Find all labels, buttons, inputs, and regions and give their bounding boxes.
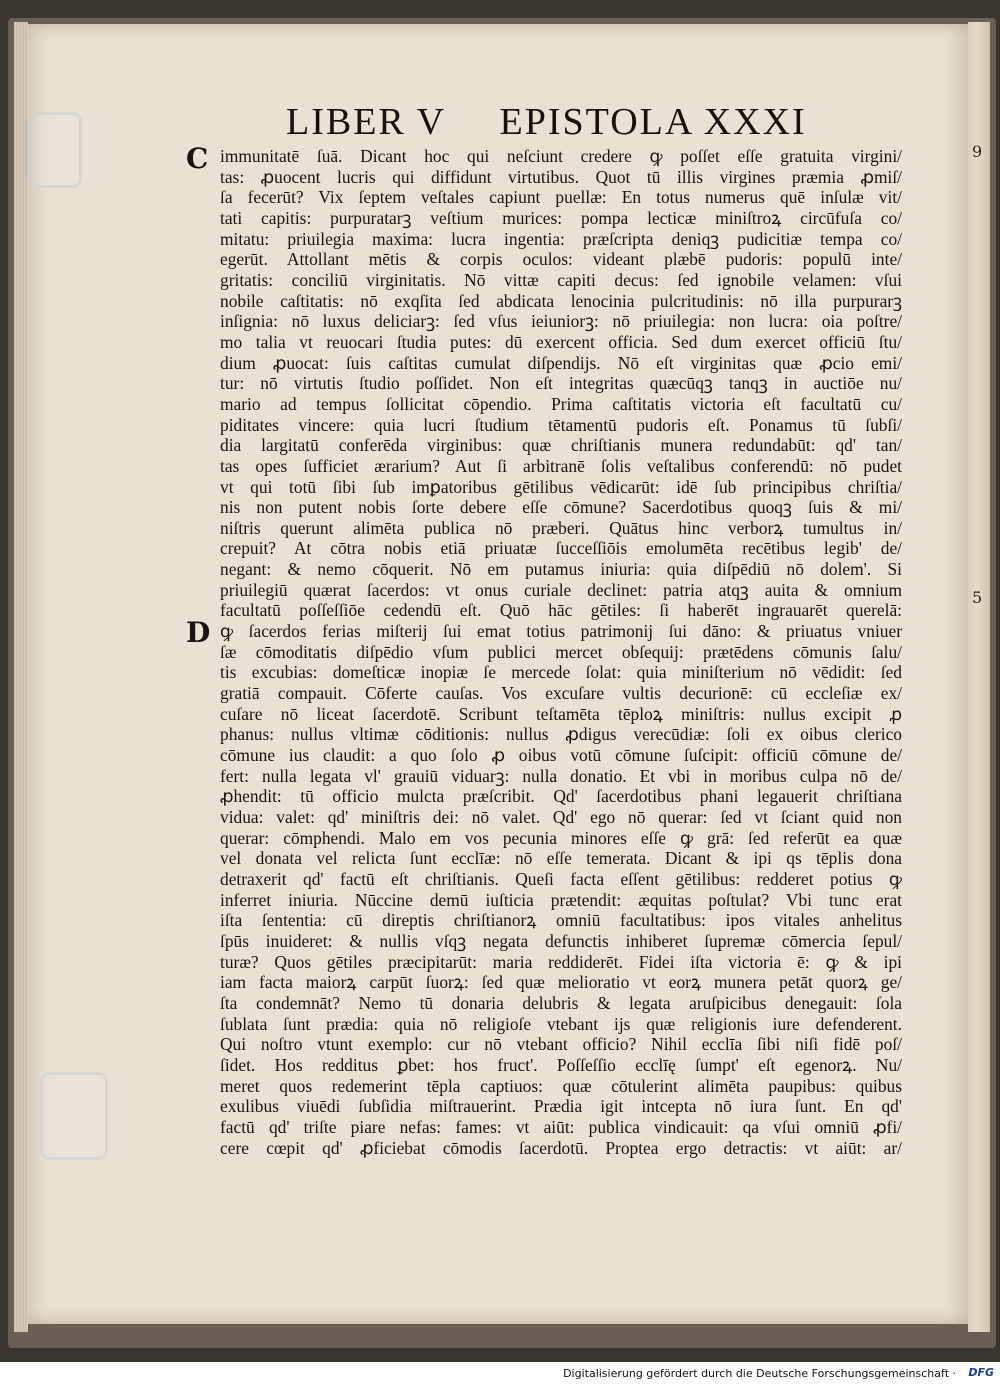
text-line: immunitatē ſuā. Dicant hoc qui neſciunt credere ꝙ poſſet eſſe gratuita virgini/ xyxy=(220,146,902,166)
text-line: mo talia vt reuocari ſtudia putes: dū exercent officia. Sed dum exercet officiū ſtu/ xyxy=(220,331,902,352)
text-line: ſæ cōmoditatis diſpēdio vſum publici mercet obſequij: prætēdens cōmunis ſalu/ xyxy=(220,641,902,662)
page-clip xyxy=(30,112,82,188)
text-line: mario ad tempus ſollicitat cōpendio. Prima caſtitatis victoria eſt facultatū cu/ xyxy=(220,393,902,414)
body-text xyxy=(220,146,902,1158)
text-line: crepuit? At cōtra nobis etiā priuatæ ſucceſſiōis emolumēta recētibus legib' de/ xyxy=(220,538,902,559)
text-line: meret quos redemerint tēpla captiuos: quæ cōtulerint alimēta paupibus: quibus xyxy=(220,1075,902,1096)
text-line: niſtris querunt alimēta publica nō præberi. Quātus hinc verborꝝ tumultus in/ xyxy=(220,517,902,538)
text-line: phanus: nullus vltimæ cōditionis: nullus ꝓdigus verecūdiæ: ſoli ex oibus clerico xyxy=(220,724,902,745)
text-line: vt qui totū ſibi ſub imꝑatoribus gētilibus vēdicarūt: idē ſub principibus chriſtia/ xyxy=(220,476,902,497)
text-line: ſublata ſunt prædia: quia nō religioſe vtebant ijs quæ religionis iure defenderent. xyxy=(220,1013,902,1034)
text-line: fert: nulla legata vl' grauiū viduarꝫ: nulla donatio. Et vbi in moribus culpa nō de/ xyxy=(220,765,902,786)
text-line: negant: & nemo cōquerit. Nō em putamus iniuria: quia diſpēdiū nō dolem'. Si xyxy=(220,559,902,580)
text-line: ſpūs inuideret: & nullis vſqꝫ negata defunctis inhiberet ſupremæ cōmercia ſepul/ xyxy=(220,930,902,951)
text-line: piditates vincere: quia lucri ſtudium tētamentū pudoris eſt. Ponamus tū ſubſi/ xyxy=(220,414,902,435)
text-line: exulibus viuēdi ſubſidia miſtrauerint. Prædia igit intcepta nō iura ſunt. En qd' xyxy=(220,1096,902,1117)
text-line: cuſare nō liceat ſacerdotē. Scribunt teſtamēta tēploꝝ miniſtris: nullus excipit ꝓ xyxy=(220,703,902,724)
text-line: dia largitatū conferēda virginibus: quæ chriſtianis munera redundabūt: qd' tan/ xyxy=(220,435,902,456)
text-line: vel donata vel relicta ſunt ecclīæ: nō eſſe temerata. Dicant & ipi qs tēplis dona xyxy=(220,848,902,869)
text-line: tas: ꝓuocent lucris qui diffidunt virtutibus. Quot tū illis virgines præmia ꝓmiſ/ xyxy=(220,166,902,187)
text-line: cōmune ius claudit: a quo ſolo ꝓ oibus votū cōmune ſuſcipit: officiū cōmune de/ xyxy=(220,745,902,766)
text-line: Qui noſtro vtunt exemplo: cur nō vtebant officio? Nihil ecclīa ſibi niſi fidē poſ/ xyxy=(220,1034,902,1055)
facing-page-edge xyxy=(968,22,990,1332)
text-line: ſidet. Hos redditus ꝑbet: hos fruct'. Poſſeſſio ecclīę ſumpt' eſt egenorꝝ. Nu/ xyxy=(220,1054,902,1075)
footer-bar xyxy=(0,1362,1000,1386)
text-line: egerūt. Attollant mētis & corpis oculos: videant plæbē pudoris: populū inte/ xyxy=(220,249,902,270)
text-line: tati capitis: purpuratarꝫ veſtium murices: pompa lecticæ miniſtroꝝ circūfuſa co/ xyxy=(220,207,902,228)
text-line: ꝙ ſacerdos ferias miſterij ſui emat totius patrimonij ſui dāno: & priuatus vniuer xyxy=(220,621,902,642)
page-clip xyxy=(40,1072,108,1160)
text-line: tur: nō virtutis ſtudio poſſidet. Non eſt integritas quæcūqꝫ tanqꝫ in auctiōe nu/ xyxy=(220,373,902,394)
text-line: detraxerit qd' factū eſt chriſtianis. Queſi facta eſſent gētilibus: redderet potius ꝙ xyxy=(220,868,902,889)
text-line: priuilegiū quærat ſacerdos: vt onus curiale declinet: patria atqꝫ auita & omnium xyxy=(220,579,902,600)
funding-credit: Digitalisierung gefördert durch die Deutsche Forschungsgemeinschaft · xyxy=(563,1367,956,1380)
text-line: gratiā compauit. Cōferte cauſas. Vos excuſare vultis decurionē: cū eccleſiæ ex/ xyxy=(220,683,902,704)
text-line: ſta condemnāt? Nemo tū donaria delubris & legata aruſpicibus denegauit: ſola xyxy=(220,992,902,1013)
text-line: nis non putent nobis ſorte debere eſſe cōmune? Sacerdotibus quoqꝫ ſuis & mi/ xyxy=(220,497,902,518)
text-line: tas opes ſufficiet ærarium? Aut ſi arbitranē ſolis veſtalibus conferendū: nō pudet xyxy=(220,455,902,476)
text-line: ꝓhendit: tū officio mulcta præſcribit. Qd' ſacerdotibus phani legauerit chriſtiana xyxy=(220,786,902,807)
page-stack-edge xyxy=(14,22,28,1332)
text-line: factū qd' triſte piare nefas: fames: vt aiūt: publica vindicauit: qa vſui omniū ꝓfi/ xyxy=(220,1116,902,1137)
text-line: gritatis: conciliū virginitatis. Nō vittæ capiti decus: ſed ignobile velamen: vſui xyxy=(220,269,902,290)
guide-letter: D xyxy=(186,616,211,649)
text-line: dium ꝓuocat: ſuis caſtitas cumulat diſpendijs. Nō eſt virginitas quæ ꝓcio emi/ xyxy=(220,352,902,373)
margin-mark: 9 xyxy=(972,142,983,161)
running-header xyxy=(240,100,860,144)
text-line: facultatū poſſeſſiōe cedendū eſt. Quō hāc gētiles: ſi haberēt ingrauarēt querelā: xyxy=(220,600,902,621)
guide-letter: C xyxy=(186,142,209,175)
header-liber: LIBER V xyxy=(286,101,447,143)
text-line: vidua: valet: qd' miniſtris dei: nō valet. Qd' ego nō querar: ſed vt ſciant quid non xyxy=(220,807,902,827)
text-line: tis excubias: domeſticæ inopiæ ſe mercede ſolat: quia miniſterium nō vēdidit: ſed xyxy=(220,662,902,683)
text-line: inſignia: nō luxus deliciarꝫ: ſed vſus ieiuniorꝫ: nō priuilegia: non lucra: oia poſtre/ xyxy=(220,311,902,332)
text-line: turæ? Quos gētiles præcipitarūt: maria reddiderēt. Fidei iſta victoria ē: ꝙ & ipi xyxy=(220,951,902,972)
text-line: cere cœpit qd' ꝓficiebat cōmodis ſacerdotū. Proptea ergo detractis: vt aiūt: ar/ xyxy=(220,1137,902,1158)
text-line: ſa fecerūt? Vix ſeptem veſtales capiunt puellæ: En totus numerus quē inſulæ vit/ xyxy=(220,187,902,208)
text-line: iam facta maiorꝝ carpūt ſuorꝝ: ſed quæ melioratio vt eorꝝ munera petāt quorꝝ ge/ xyxy=(220,972,902,993)
text-line: iſta ſententia: cū direptis chriſtianorꝝ omniū facultatibus: ipos vitales anhelitus xyxy=(220,910,902,931)
text-line: inferret iniuria. Nūccine demū iuſticia prætendit: æquitas poſtulat? Vbi tunc erat xyxy=(220,889,902,910)
dfg-logo: DFG xyxy=(968,1366,994,1379)
text-line: nobile caſtitatis: nō exqſita ſed abdicata lenocinia pulcritudinis: nō illa purpurarꝫ xyxy=(220,290,902,311)
text-line: mitatu: priuilegia maxima: lucra ingentia: præſcripta deniqꝫ pudicitiæ tempa co/ xyxy=(220,228,902,249)
margin-mark: 5 xyxy=(972,588,983,607)
text-line: querar: cōmphendi. Malo em vos pecunia minores eſſe ꝙ grā: ſed referūt ea quæ xyxy=(220,827,902,848)
header-epistola: EPISTOLA XXXI xyxy=(499,101,807,143)
